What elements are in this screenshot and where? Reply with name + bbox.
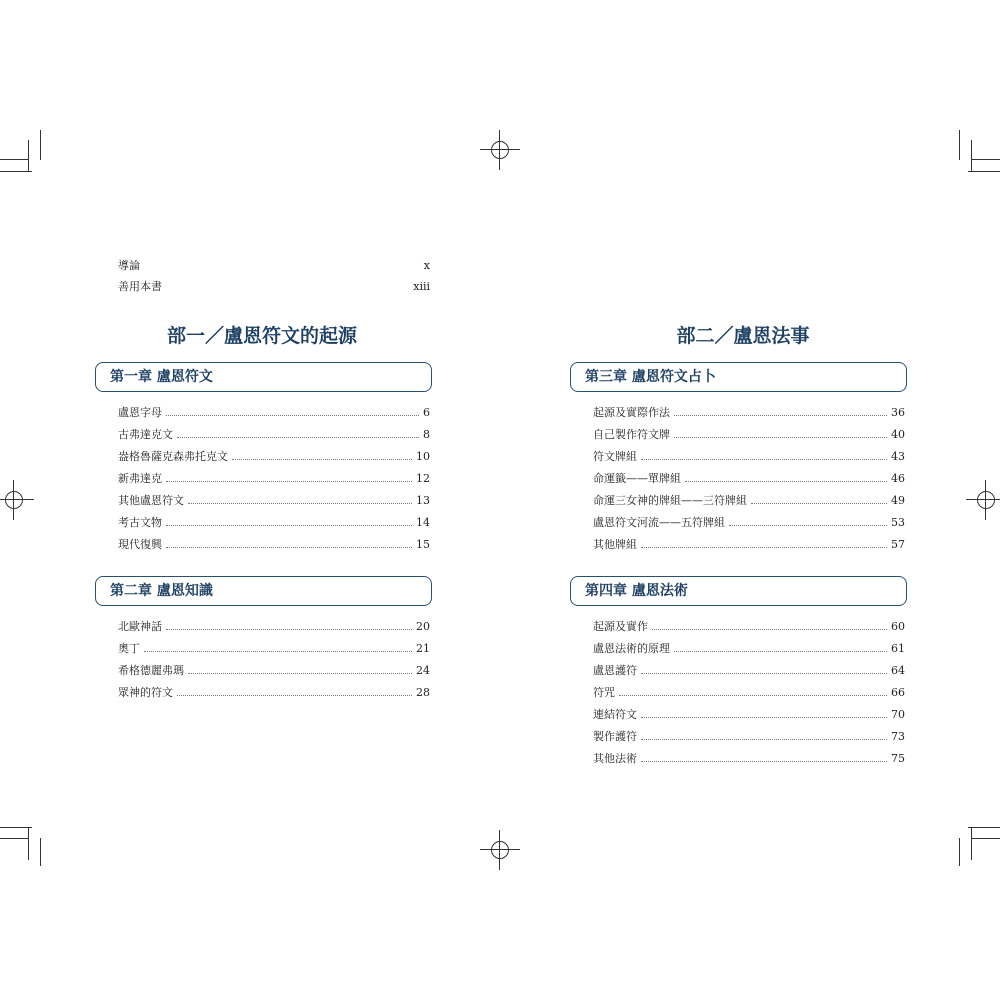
toc-entry-page: 28 <box>416 686 430 699</box>
leader-dots <box>166 481 412 482</box>
toc-entry-title: 眾神的符文 <box>118 686 173 699</box>
front-matter-page: xiii <box>413 280 430 293</box>
toc-entry-page: 8 <box>423 428 430 441</box>
toc-entry-page: 13 <box>416 494 430 507</box>
toc-entry-page: 64 <box>891 664 905 677</box>
toc-entry[interactable] <box>118 405 430 421</box>
toc-entry[interactable] <box>118 685 430 701</box>
leader-dots <box>751 503 887 504</box>
toc-entry-title: 起源及實作 <box>593 620 648 633</box>
toc-entry-title: 其他法術 <box>593 752 637 765</box>
leader-dots <box>652 629 887 630</box>
toc-entry-title: 其他牌組 <box>593 538 637 551</box>
chapter-title: 第二章 盧恩知識 <box>110 583 213 599</box>
leader-dots <box>641 673 887 674</box>
toc-entry-page: 66 <box>891 686 905 699</box>
toc-entry-title: 希格德麗弗瑪 <box>118 664 184 677</box>
toc-entry-title: 盧恩字母 <box>118 406 162 419</box>
leader-dots <box>674 415 887 416</box>
chapter-title: 第三章 盧恩符文占卜 <box>585 369 716 385</box>
toc-entry-page: 75 <box>891 752 905 765</box>
leader-dots <box>641 739 887 740</box>
front-matter-item <box>118 258 430 274</box>
leader-dots <box>166 525 412 526</box>
toc-entry-title: 考古文物 <box>118 516 162 529</box>
toc-entry[interactable] <box>593 619 905 635</box>
toc-entry[interactable] <box>593 515 905 531</box>
leader-dots <box>685 481 887 482</box>
toc-entry[interactable] <box>118 515 430 531</box>
toc-entry[interactable] <box>118 449 430 465</box>
toc-entry-page: 40 <box>891 428 905 441</box>
part-title: 部一／盧恩符文的起源 <box>166 325 357 347</box>
chapter-heading <box>570 362 907 392</box>
toc-entry-page: 6 <box>423 406 430 419</box>
toc-entry-title: 古弗達克文 <box>118 428 173 441</box>
leader-dots <box>729 525 887 526</box>
leader-dots <box>188 673 412 674</box>
leader-dots <box>674 651 887 652</box>
toc-entry[interactable] <box>118 471 430 487</box>
toc-entry-page: 24 <box>416 664 430 677</box>
toc-entry[interactable] <box>118 663 430 679</box>
toc-entry[interactable] <box>593 663 905 679</box>
toc-entry[interactable] <box>593 729 905 745</box>
toc-entry-page: 61 <box>891 642 905 655</box>
toc-entry-title: 北歐神話 <box>118 620 162 633</box>
leader-dots <box>166 547 412 548</box>
toc-entry-page: 60 <box>891 620 905 633</box>
toc-entry-title: 自己製作符文牌 <box>593 428 670 441</box>
toc-entry[interactable] <box>593 493 905 509</box>
front-matter-item <box>118 279 430 295</box>
toc-entry-page: 57 <box>891 538 905 551</box>
toc-entry[interactable] <box>593 405 905 421</box>
toc-entry[interactable] <box>118 619 430 635</box>
leader-dots <box>674 437 887 438</box>
toc-entry-title: 盧恩法術的原理 <box>593 642 670 655</box>
right-page <box>500 0 1000 1000</box>
toc-entry[interactable] <box>593 449 905 465</box>
chapter-heading <box>570 576 907 606</box>
toc-entry[interactable] <box>118 427 430 443</box>
toc-entry[interactable] <box>118 493 430 509</box>
leader-dots <box>641 717 887 718</box>
toc-entry-title: 命運三女神的牌組——三符牌組 <box>593 494 747 507</box>
toc-entry-page: 73 <box>891 730 905 743</box>
front-matter-page: x <box>423 259 430 272</box>
toc-entry-page: 43 <box>891 450 905 463</box>
toc-entry-title: 盧恩護符 <box>593 664 637 677</box>
toc-entry-title: 盎格魯薩克森弗托克文 <box>118 450 228 463</box>
toc-entry[interactable] <box>593 685 905 701</box>
front-matter-title: 導論 <box>118 259 140 272</box>
toc-entry-title: 盧恩符文河流——五符牌組 <box>593 516 725 529</box>
chapter-title: 第一章 盧恩符文 <box>110 369 213 385</box>
leader-dots <box>144 651 412 652</box>
toc-entry-title: 符文牌組 <box>593 450 637 463</box>
chapter-title: 第四章 盧恩法術 <box>585 583 688 599</box>
leader-dots <box>166 629 412 630</box>
toc-entry-page: 21 <box>416 642 430 655</box>
toc-entry-title: 製作護符 <box>593 730 637 743</box>
toc-entry-title: 其他盧恩符文 <box>118 494 184 507</box>
toc-entry-title: 奧丁 <box>118 642 140 655</box>
leader-dots <box>177 437 419 438</box>
toc-entry-title: 新弗達克 <box>118 472 162 485</box>
toc-entry-title: 起源及實際作法 <box>593 406 670 419</box>
part-title: 部二／盧恩法事 <box>676 325 810 347</box>
toc-entry-page: 49 <box>891 494 905 507</box>
toc-entry-title: 符咒 <box>593 686 615 699</box>
toc-entry[interactable] <box>118 537 430 553</box>
toc-entry-page: 36 <box>891 406 905 419</box>
toc-entry[interactable] <box>593 751 905 767</box>
toc-entry-page: 12 <box>416 472 430 485</box>
toc-entry-page: 10 <box>416 450 430 463</box>
toc-entry[interactable] <box>593 471 905 487</box>
leader-dots <box>188 503 412 504</box>
toc-entry[interactable] <box>118 641 430 657</box>
leader-dots <box>641 459 887 460</box>
toc-entry[interactable] <box>593 427 905 443</box>
toc-entry-title: 命運籤——單牌組 <box>593 472 681 485</box>
leader-dots <box>619 695 887 696</box>
toc-entry-title: 連結符文 <box>593 708 637 721</box>
toc-entry[interactable] <box>593 537 905 553</box>
chapter-heading <box>95 362 432 392</box>
leader-dots <box>166 415 419 416</box>
toc-entry-page: 46 <box>891 472 905 485</box>
front-matter-title: 善用本書 <box>118 280 162 293</box>
toc-entry-page: 14 <box>416 516 430 529</box>
toc-entry[interactable] <box>593 641 905 657</box>
leader-dots <box>641 761 887 762</box>
leader-dots <box>232 459 412 460</box>
leader-dots <box>177 695 412 696</box>
toc-entry-page: 70 <box>891 708 905 721</box>
leader-dots <box>641 547 887 548</box>
toc-entry-page: 20 <box>416 620 430 633</box>
toc-entry[interactable] <box>593 707 905 723</box>
toc-entry-page: 53 <box>891 516 905 529</box>
chapter-heading <box>95 576 432 606</box>
toc-entry-page: 15 <box>416 538 430 551</box>
toc-entry-title: 現代復興 <box>118 538 162 551</box>
